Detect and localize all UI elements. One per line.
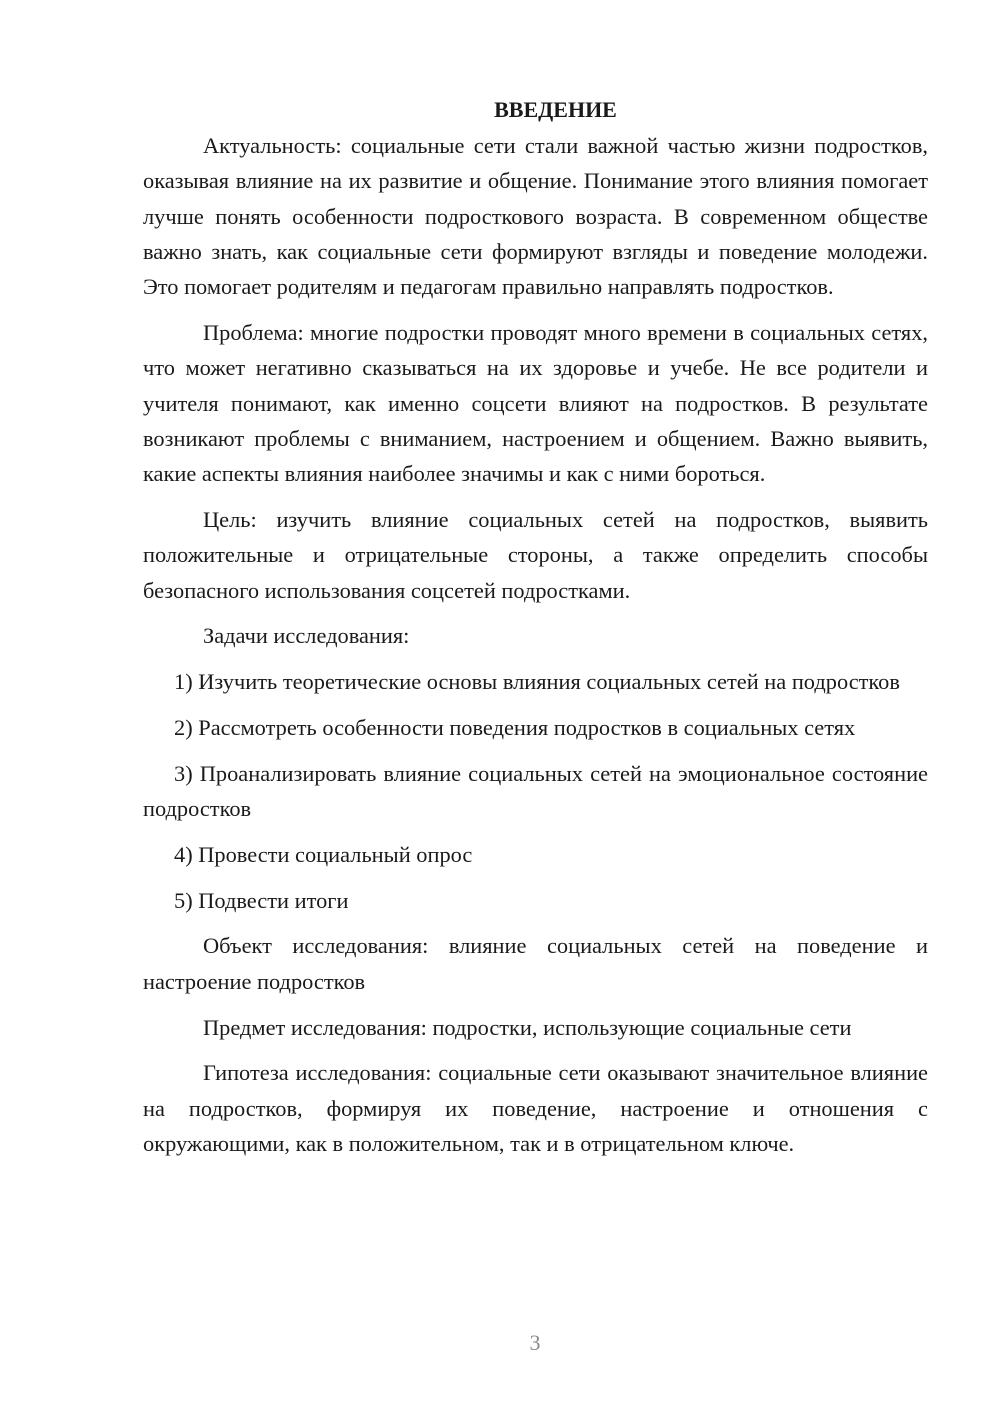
- document-page: [143, 92, 928, 1172]
- task-item-1: 1) Изучить теоретические основы влияния социальных сетей на подростков: [174, 669, 900, 695]
- paragraph-relevance: Актуальность: социальные сети стали важной частью жизни подростков, оказывая влияние на их развитие и общение. Понимание этого влияния помогает лучше понять особенности подросткового возраста. В современном обществе важно знать, как социальные сети формируют взгляды и поведение молодежи. Это помогает родителям и педагогам правильно направлять подростков.: [143, 133, 928, 300]
- task-item-5: 5) Подвести итоги: [174, 887, 349, 913]
- paragraph-goal: Цель: изучить влияние социальных сетей на подростков, выявить положительные и отрицательные стороны, а также определить способы безопасного использования соцсетей подростками.: [143, 506, 928, 603]
- paragraph-problem: Проблема: многие подростки проводят много времени в социальных сетях, что может негативно сказываться на их здоровье и учебе. Не все родители и учителя понимают, как именно соцсети влияют на подростков. В результате возникают проблемы с вниманием, настроением и общением. Важно выявить, какие аспекты влияния наиболее значимы и как с ними бороться.: [143, 319, 928, 487]
- task-item-4: 4) Провести социальный опрос: [174, 841, 473, 867]
- page-title: ВВЕДЕНИЕ: [494, 97, 617, 122]
- page-number: 3: [529, 1330, 541, 1355]
- task-item-3: 3) Проанализировать влияние социальных сетей на эмоциональное состояние подростков: [143, 760, 928, 822]
- task-item-2: 2) Рассмотреть особенности поведения подростков в социальных сетях: [174, 714, 856, 740]
- paragraph-hypothesis: Гипотеза исследования: социальные сети оказывают значительное влияние на подростков, формируя их поведение, настроение и отношения с окружающими, как в положительном, так и в отрицательном ключе.: [143, 1060, 928, 1156]
- paragraph-object: Объект исследования: влияние социальных сетей на поведение и настроение подростков: [143, 933, 928, 994]
- paragraph-subject: Предмет исследования: подростки, использующие социальные сети: [203, 1014, 852, 1040]
- paragraph-tasks-heading: Задачи исследования:: [203, 623, 410, 649]
